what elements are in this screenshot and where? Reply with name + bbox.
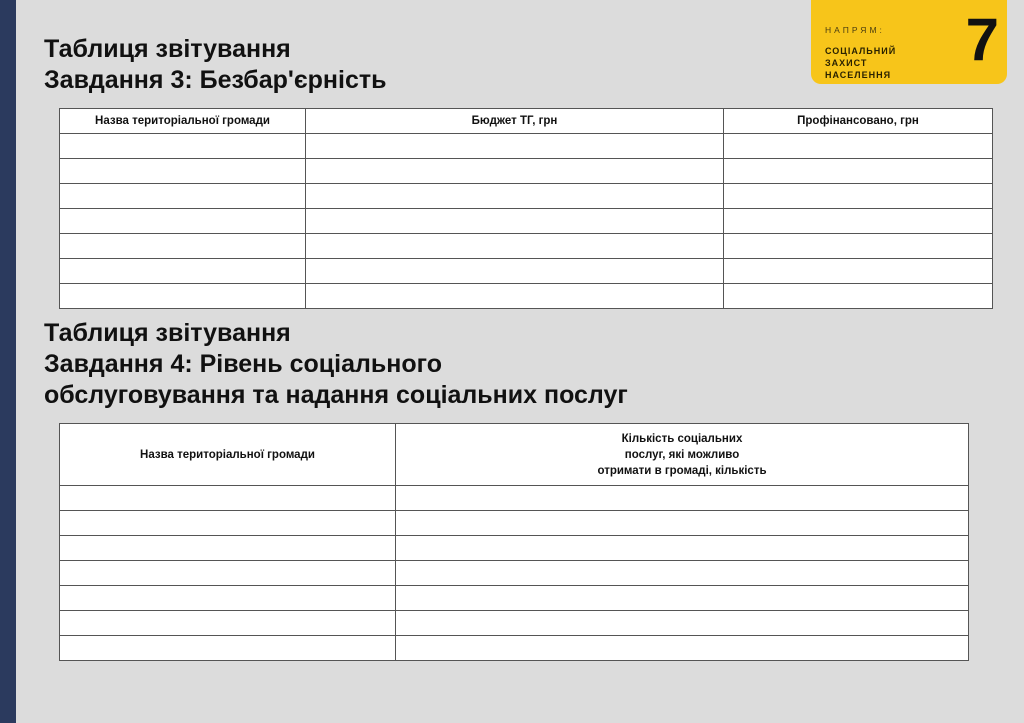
- table-cell[interactable]: [60, 536, 396, 561]
- table-cell[interactable]: [306, 134, 724, 159]
- table-row: [60, 611, 969, 636]
- table-cell[interactable]: [60, 134, 306, 159]
- table-cell[interactable]: [724, 234, 993, 259]
- table-cell[interactable]: [306, 184, 724, 209]
- table-cell[interactable]: [306, 209, 724, 234]
- table-cell[interactable]: [396, 561, 969, 586]
- table-row: [60, 284, 993, 309]
- table-cell[interactable]: [724, 134, 993, 159]
- table-cell[interactable]: [306, 234, 724, 259]
- table-cell[interactable]: [306, 259, 724, 284]
- table-cell[interactable]: [396, 636, 969, 661]
- section1-title-line2: Завдання 3: Безбар'єрність: [44, 66, 387, 94]
- table-cell[interactable]: [60, 284, 306, 309]
- table-row: [60, 486, 969, 511]
- table-cell[interactable]: [60, 234, 306, 259]
- task4-report-table: [59, 423, 969, 661]
- table-cell[interactable]: [724, 184, 993, 209]
- table-cell[interactable]: [60, 184, 306, 209]
- table-cell[interactable]: [306, 159, 724, 184]
- table-cell[interactable]: [60, 636, 396, 661]
- table-cell[interactable]: [60, 511, 396, 536]
- section2-title-line3: обслуговування та надання соціальних послуг: [44, 381, 628, 409]
- table-cell[interactable]: [396, 511, 969, 536]
- table-cell[interactable]: [724, 209, 993, 234]
- section1-title-line1: Таблиця звітування: [44, 35, 291, 63]
- table-cell[interactable]: [60, 611, 396, 636]
- table-cell[interactable]: [60, 561, 396, 586]
- table-cell[interactable]: [724, 259, 993, 284]
- table-cell[interactable]: [306, 284, 724, 309]
- badge-kicker: НАПРЯМ:: [825, 25, 885, 35]
- table-cell[interactable]: [396, 586, 969, 611]
- table-row: [60, 134, 993, 159]
- section1-heading: [44, 34, 387, 96]
- table-row: [60, 636, 969, 661]
- table-row: [60, 536, 969, 561]
- task3-report-table: [59, 108, 993, 309]
- column-header: Профінансовано, грн: [724, 109, 993, 134]
- direction-badge: [811, 0, 1007, 84]
- table-row: [60, 234, 993, 259]
- table-cell[interactable]: [396, 536, 969, 561]
- table-row: [60, 159, 993, 184]
- column-header: Назва територіальної громади: [60, 424, 396, 486]
- table-cell[interactable]: [724, 159, 993, 184]
- table-header-row: [60, 109, 993, 134]
- side-accent-bar: [0, 0, 16, 723]
- column-header: Бюджет ТГ, грн: [306, 109, 724, 134]
- table-header-row: [60, 424, 969, 486]
- table-row: [60, 259, 993, 284]
- table-cell[interactable]: [396, 611, 969, 636]
- column-header: Кількість соціальних послуг, які можливо отримати в громаді, кількість: [396, 424, 969, 486]
- section2-title-line1: Таблиця звітування: [44, 319, 291, 347]
- section2-heading: [44, 318, 628, 411]
- table-cell[interactable]: [60, 586, 396, 611]
- table-cell[interactable]: [724, 284, 993, 309]
- badge-number: 7: [965, 6, 999, 73]
- table-cell[interactable]: [60, 209, 306, 234]
- table-row: [60, 511, 969, 536]
- table-row: [60, 209, 993, 234]
- table-row: [60, 184, 993, 209]
- table-row: [60, 586, 969, 611]
- column-header: Назва територіальної громади: [60, 109, 306, 134]
- badge-topic: СОЦІАЛЬНИЙ ЗАХИСТ НАСЕЛЕННЯ: [825, 46, 897, 80]
- table-cell[interactable]: [60, 486, 396, 511]
- table-row: [60, 561, 969, 586]
- table-cell[interactable]: [60, 159, 306, 184]
- table-cell[interactable]: [60, 259, 306, 284]
- section2-title-line2: Завдання 4: Рівень соціального: [44, 350, 442, 378]
- table-cell[interactable]: [396, 486, 969, 511]
